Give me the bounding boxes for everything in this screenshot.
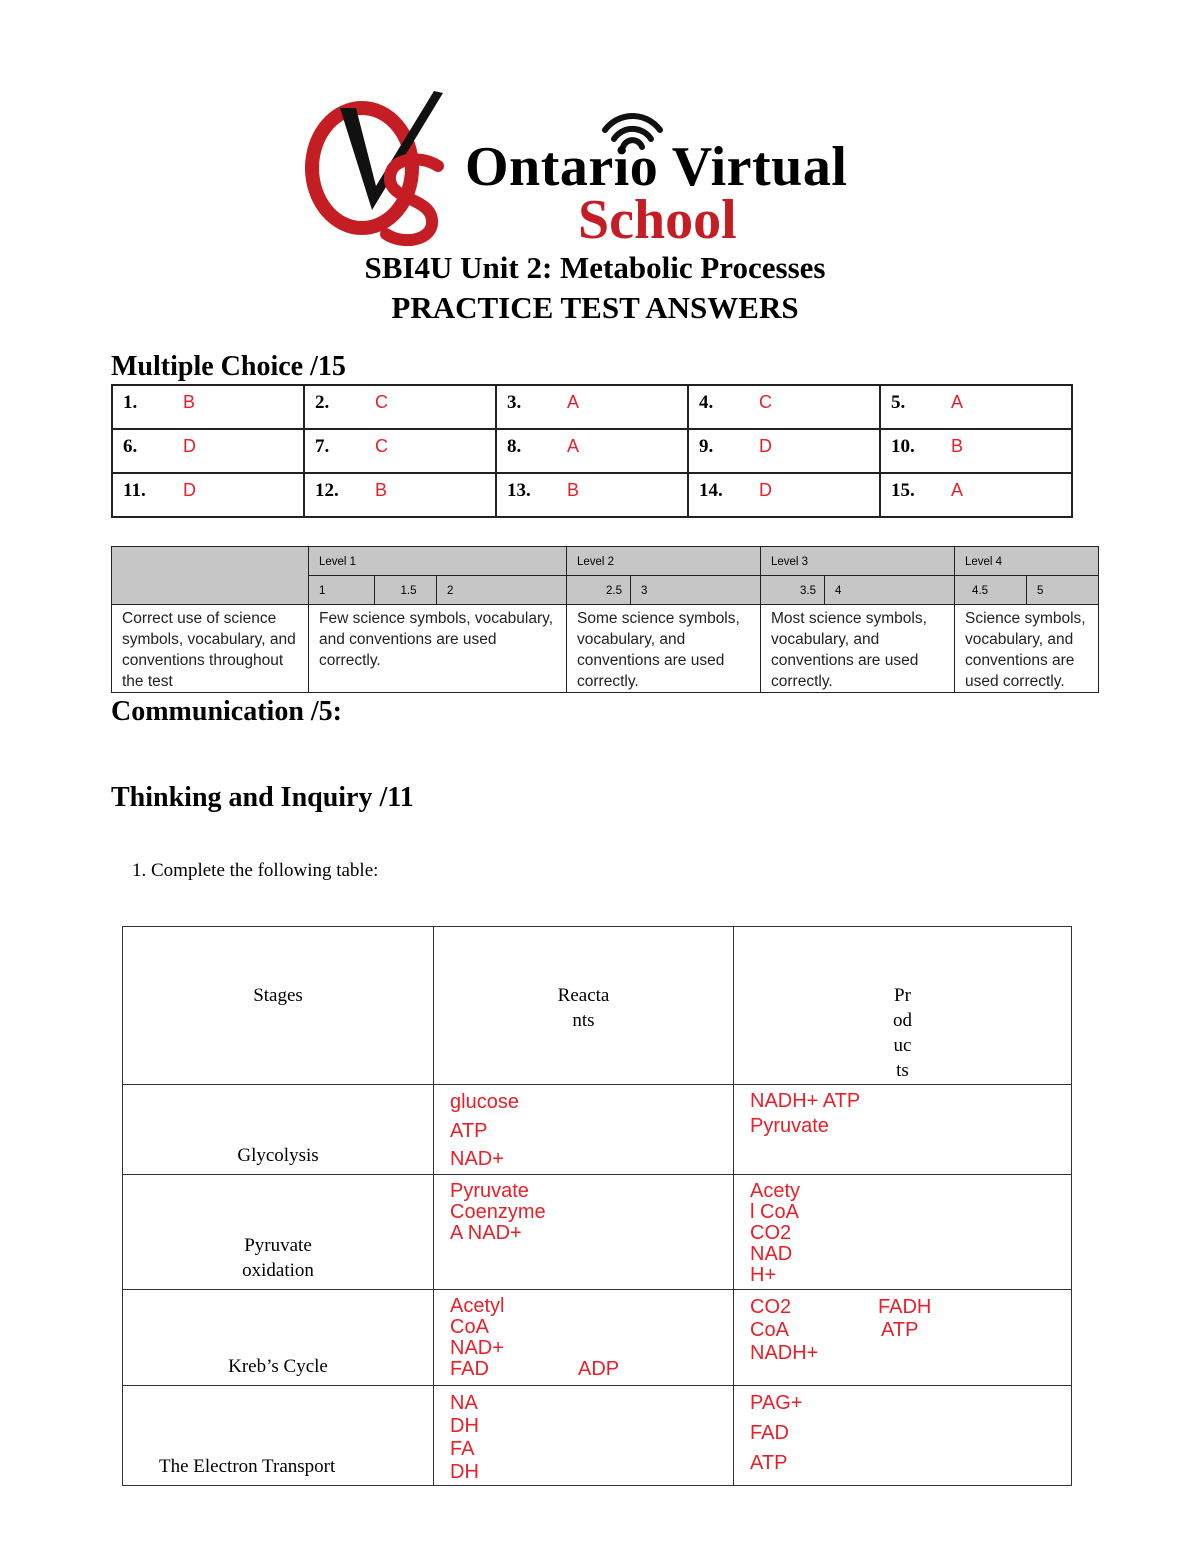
reactant-item: ADP	[578, 1357, 620, 1380]
answer-cell	[304, 385, 496, 429]
rubric-level-row	[112, 547, 1099, 576]
question-number: 7.	[315, 436, 330, 457]
question-number: 14.	[699, 480, 723, 501]
product-line	[750, 1319, 1071, 1342]
answer-letter: C	[375, 392, 388, 412]
reactants-cell	[434, 1289, 734, 1385]
answer-cell	[304, 473, 496, 517]
product-item: FADH	[878, 1295, 932, 1318]
products-header	[734, 927, 1072, 1085]
communication-rubric-table	[111, 546, 1099, 693]
table-row	[112, 385, 1072, 429]
product-item: CO2	[750, 1295, 792, 1318]
reactant-item: Coenzyme	[450, 1200, 546, 1223]
rubric-criterion: Correct use of science symbols, vocabulary, and conventions throughout the test	[112, 605, 309, 693]
reactants-header-line: nts	[572, 1010, 595, 1031]
reactant-item: Pyruvate	[450, 1179, 529, 1202]
reactant-item: DH	[450, 1414, 479, 1437]
answer-cell	[496, 385, 688, 429]
rubric-score: 4	[825, 576, 955, 605]
answer-letter: C	[375, 436, 388, 456]
product-item: CoA	[750, 1318, 789, 1341]
answer-letter: A	[951, 480, 964, 500]
rubric-descriptor-level-2: Some science symbols, vocabulary, and conventions are used correctly.	[567, 605, 761, 693]
table-row	[123, 1174, 1072, 1289]
product-item: NADH+	[750, 1341, 819, 1364]
stage-label: oxidation	[242, 1259, 314, 1281]
rubric-score: 2.5	[567, 576, 631, 605]
reactant-item: FA	[450, 1437, 475, 1460]
question-number: 9.	[699, 436, 714, 457]
table-row	[112, 429, 1072, 473]
answer-cell	[496, 473, 688, 517]
reactant-item: NAD+	[450, 1336, 504, 1359]
reactant-line	[450, 1359, 733, 1380]
answer-cell	[112, 473, 304, 517]
product-item: FAD	[750, 1421, 789, 1444]
question-number: 15.	[891, 480, 915, 501]
product-item: NADH+ ATP	[750, 1090, 861, 1112]
reactants-cell	[434, 1174, 734, 1289]
answer-cell	[112, 385, 304, 429]
product-item: NAD	[750, 1242, 793, 1265]
stage-label: Pyruvate	[244, 1234, 312, 1256]
rubric-score: 3.5	[761, 576, 825, 605]
table-row	[123, 1385, 1072, 1485]
communication-heading: Communication /5:	[111, 696, 342, 727]
question-number: 11.	[123, 480, 146, 501]
rubric-score: 1.5	[375, 576, 437, 605]
products-cell	[734, 1085, 1072, 1175]
rubric-descriptor-level-1: Few science symbols, vocabulary, and conventions are used correctly.	[309, 605, 567, 693]
question-number: 10.	[891, 436, 915, 457]
answer-letter: B	[951, 436, 964, 456]
answer-cell	[880, 429, 1072, 473]
stage-name	[123, 1385, 434, 1485]
answer-letter: A	[567, 392, 580, 412]
answer-cell	[880, 385, 1072, 429]
rubric-corner-cell	[112, 547, 309, 605]
rubric-score: 4.5	[955, 576, 1027, 605]
product-item: Pyruvate	[750, 1115, 829, 1137]
question-number: 12.	[315, 480, 339, 501]
answer-letter: B	[567, 480, 580, 500]
product-item: CO2	[750, 1221, 792, 1244]
reactant-item: NAD+	[450, 1148, 504, 1170]
product-item: H+	[750, 1263, 777, 1286]
rubric-level-label: Level 2	[567, 547, 761, 576]
answer-letter: C	[759, 392, 772, 412]
question-number: 3.	[507, 392, 522, 413]
product-item: PAG+	[750, 1391, 803, 1414]
thinking-inquiry-heading: Thinking and Inquiry /11	[111, 782, 414, 813]
stage-label: Glycolysis	[237, 1144, 319, 1166]
answer-cell	[688, 429, 880, 473]
stage-name	[123, 1085, 434, 1175]
answer-letter: D	[759, 480, 772, 500]
products-header-line: uc	[893, 1035, 912, 1056]
table-row	[123, 1289, 1072, 1385]
products-cell	[734, 1289, 1072, 1385]
rubric-level-label: Level 4	[955, 547, 1099, 576]
rubric-descriptor-level-3: Most science symbols, vocabulary, and conventions are used correctly.	[761, 605, 955, 693]
reactant-item: ATP	[450, 1119, 488, 1142]
reactants-header	[434, 927, 734, 1085]
stage-name	[123, 1174, 434, 1289]
table-row	[123, 1085, 1072, 1175]
cellular-respiration-stages-table	[122, 926, 1072, 1486]
stages-header	[123, 927, 434, 1085]
table-row	[112, 473, 1072, 517]
answer-letter: D	[759, 436, 772, 456]
answer-cell	[688, 385, 880, 429]
products-header-line: Pr	[894, 985, 911, 1006]
logo-name-line2: School	[578, 189, 737, 251]
product-item: l CoA	[750, 1200, 799, 1223]
question-number: 13.	[507, 480, 531, 501]
reactants-header-line: Reacta	[557, 985, 610, 1006]
answer-cell	[304, 429, 496, 473]
products-header-line: ts	[896, 1060, 909, 1081]
question-number: 5.	[891, 392, 906, 413]
answer-cell	[880, 473, 1072, 517]
question-number: 6.	[123, 436, 138, 457]
rubric-level-label: Level 3	[761, 547, 955, 576]
rubric-score: 5	[1027, 576, 1099, 605]
reactant-item: glucose	[450, 1091, 519, 1113]
rubric-descriptor-row	[112, 605, 1099, 693]
reactant-item: CoA	[450, 1315, 489, 1338]
product-item: Acety	[750, 1179, 801, 1202]
question-number: 8.	[507, 436, 522, 457]
page-title: SBI4U Unit 2: Metabolic Processes	[364, 250, 826, 285]
table-header-row	[123, 927, 1072, 1085]
product-item: ATP	[750, 1451, 788, 1474]
products-header-line: od	[893, 1010, 912, 1031]
multiple-choice-heading: Multiple Choice /15	[111, 351, 346, 382]
question-1-prompt: 1. Complete the following table:	[132, 860, 379, 881]
answer-cell	[688, 473, 880, 517]
answer-cell	[496, 429, 688, 473]
stage-label: The Electron Transport	[159, 1455, 336, 1477]
multiple-choice-answer-table	[111, 384, 1073, 518]
stage-label: Kreb’s Cycle	[228, 1355, 328, 1377]
answer-letter: D	[183, 436, 196, 456]
rubric-score: 2	[437, 576, 567, 605]
reactants-cell	[434, 1385, 734, 1485]
question-number: 4.	[699, 392, 714, 413]
answer-letter: D	[183, 480, 196, 500]
reactant-item: Acetyl	[450, 1294, 505, 1317]
logo-name-line1: Ontario Virtual	[465, 136, 848, 198]
products-cell	[734, 1174, 1072, 1289]
product-line	[750, 1296, 1071, 1319]
answer-letter: B	[183, 392, 196, 412]
rubric-score: 1	[309, 576, 375, 605]
product-item: ATP	[881, 1318, 919, 1341]
stages-header-label: Stages	[253, 985, 303, 1006]
rubric-score: 3	[631, 576, 761, 605]
rubric-level-label: Level 1	[309, 547, 567, 576]
reactant-item: NA	[450, 1391, 478, 1414]
reactant-item: A NAD+	[450, 1221, 522, 1244]
question-number: 1.	[123, 392, 138, 413]
question-number: 2.	[315, 392, 330, 413]
answer-letter: A	[951, 392, 964, 412]
reactant-item: DH	[450, 1460, 479, 1483]
answer-letter: A	[567, 436, 580, 456]
answer-letter: B	[375, 480, 388, 500]
rubric-descriptor-level-4: Science symbols, vocabulary, and conventions are used correctly.	[955, 605, 1099, 693]
stage-name	[123, 1289, 434, 1385]
products-cell	[734, 1385, 1072, 1485]
page-subtitle: PRACTICE TEST ANSWERS	[391, 290, 799, 325]
reactant-item: FAD	[450, 1357, 489, 1380]
reactants-cell	[434, 1085, 734, 1175]
answer-cell	[112, 429, 304, 473]
